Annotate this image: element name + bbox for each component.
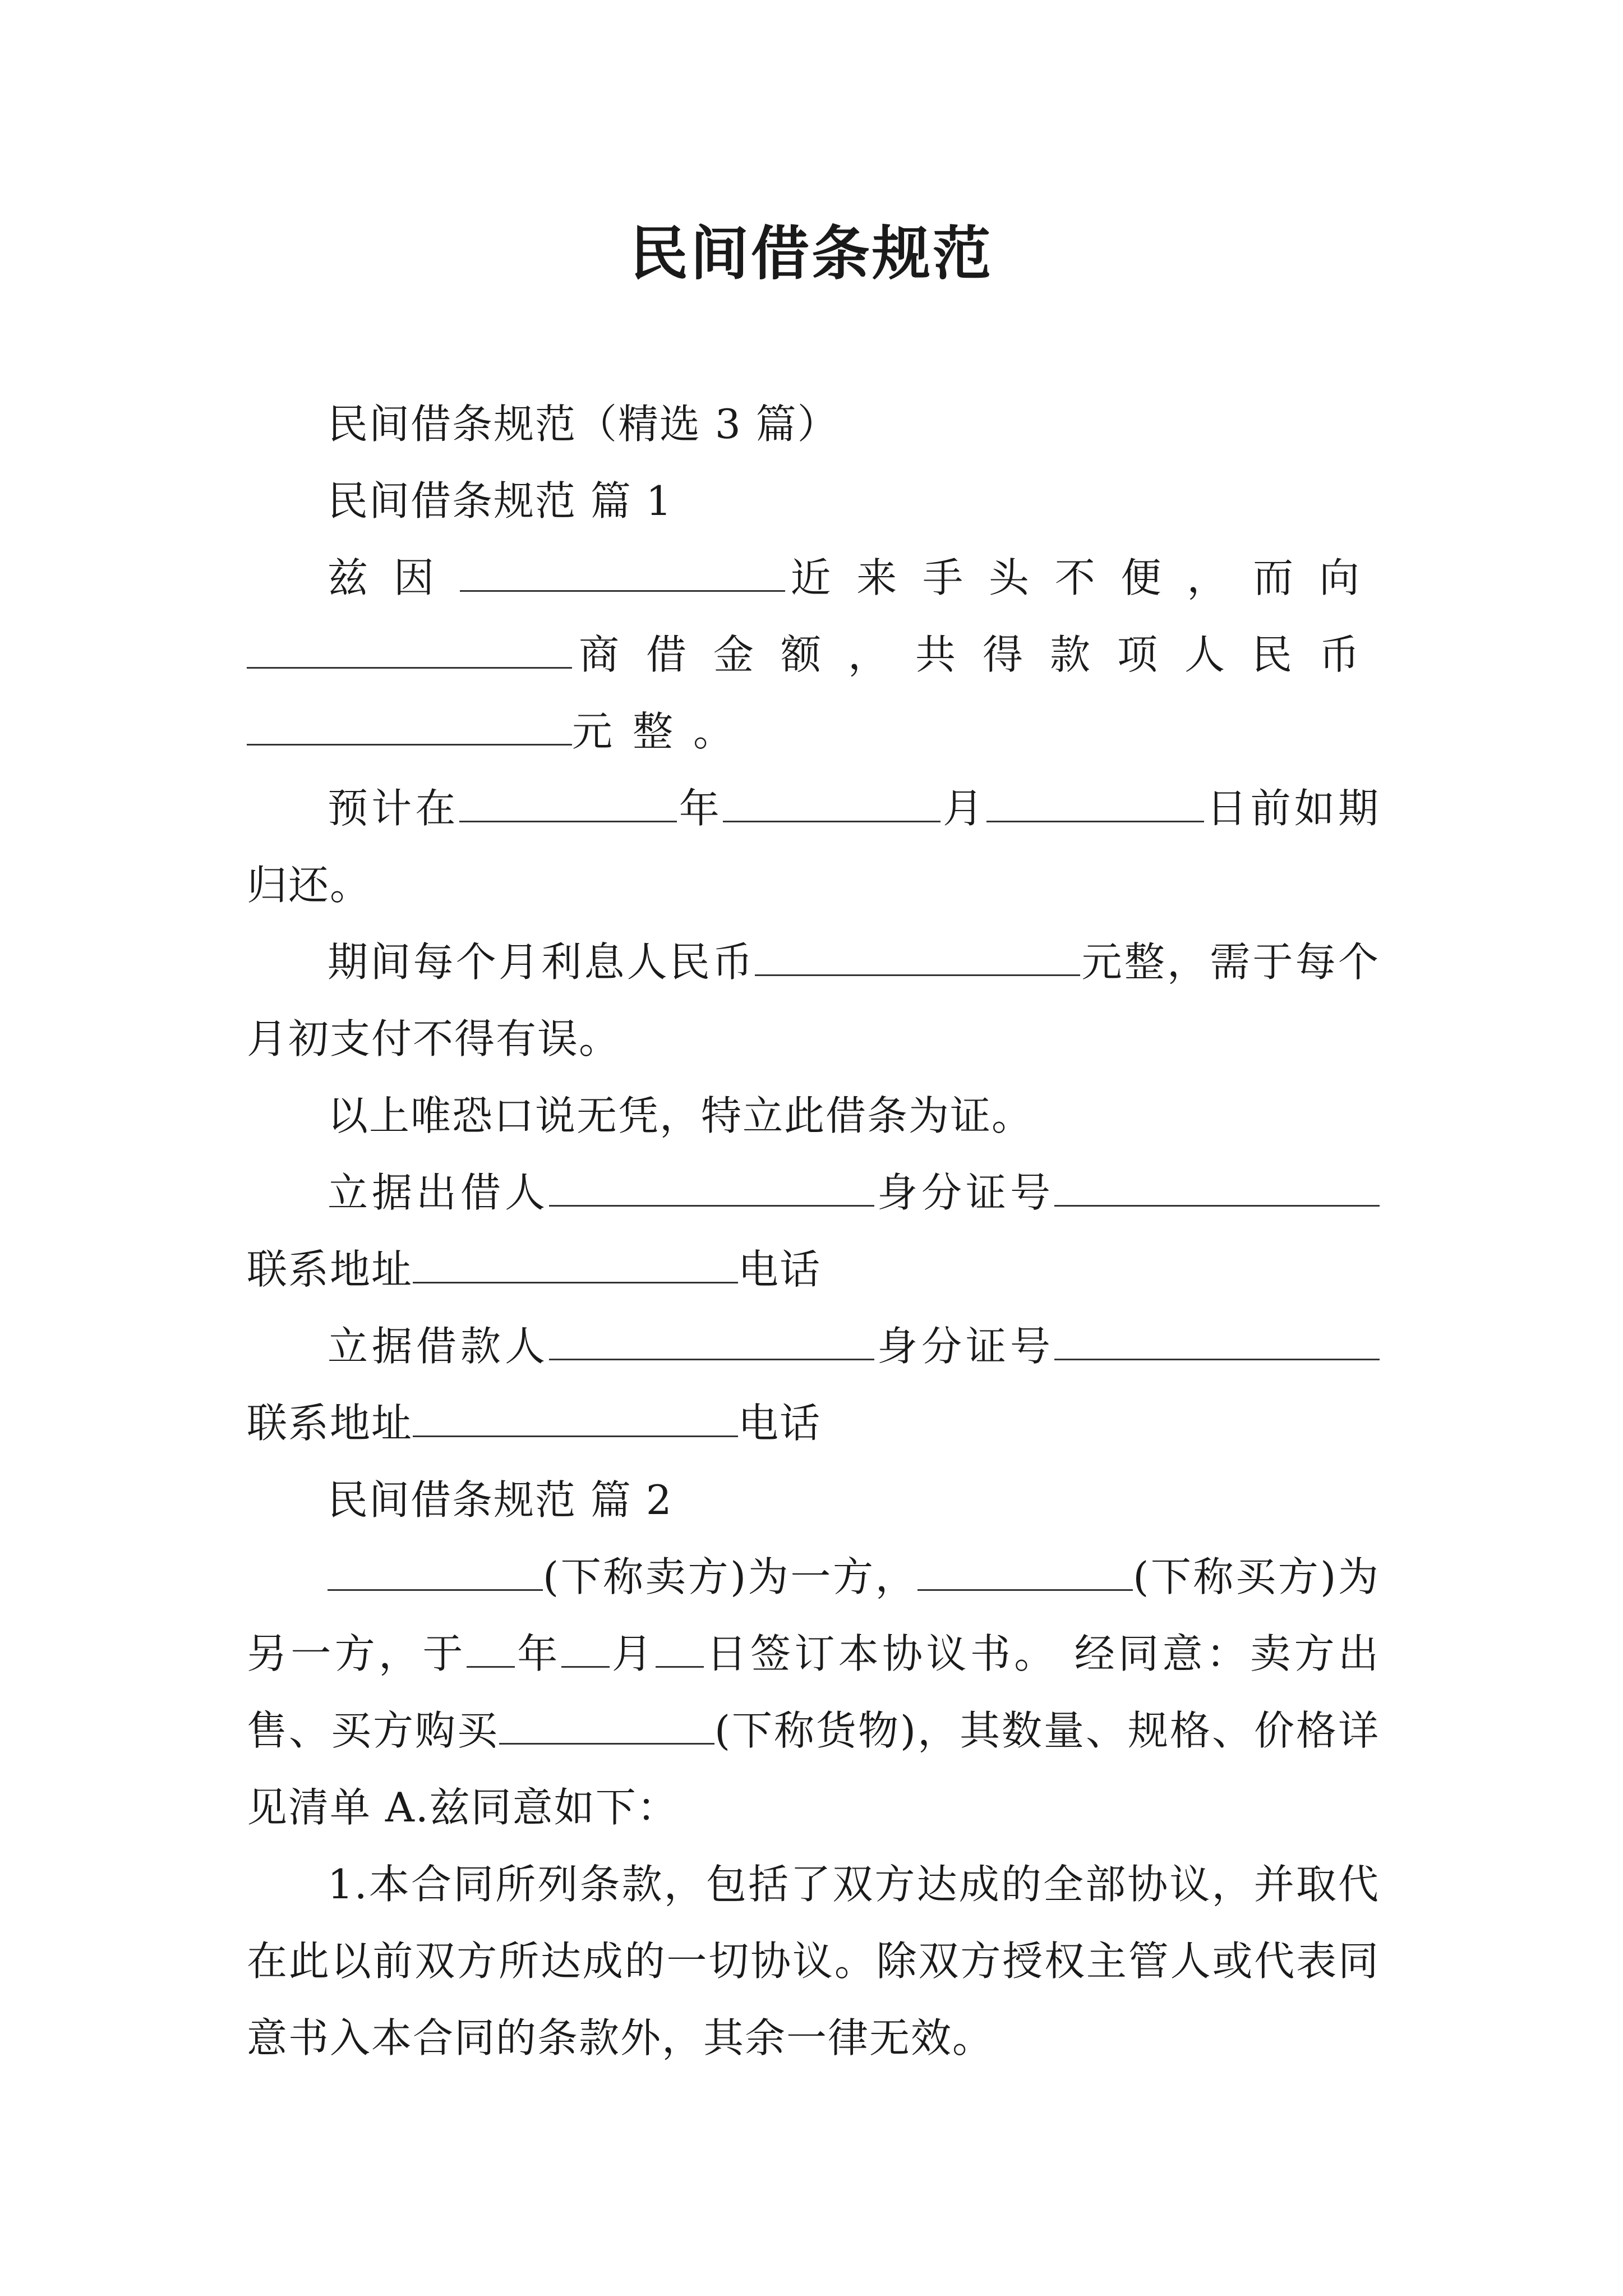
borrower-phone-label: 电话 (738, 1400, 822, 1447)
borrower-paragraph (247, 1308, 1380, 1462)
seller-name-blank (328, 1551, 543, 1591)
statement-paragraph: 以上唯恐口说无凭，特立此借条为证。 (328, 1092, 1034, 1139)
lender-name-blank (247, 629, 572, 669)
sign-month-label: 月 (609, 1630, 656, 1677)
section-heading-1: 民间借条规范 篇 1 (328, 477, 673, 524)
lender-phone-label: 电话 (738, 1246, 822, 1293)
repay-day-suffix: 日前如期归还。 (247, 785, 1380, 909)
reason-prefix: 兹因 (328, 554, 460, 601)
borrower-address-label: 联系地址 (247, 1400, 413, 1447)
lender-id-blank (1054, 1167, 1380, 1207)
borrower-label: 立据借款人 (328, 1323, 549, 1370)
repay-month-label: 月 (940, 785, 987, 832)
borrower-id-blank (1054, 1320, 1380, 1360)
repay-day-blank (986, 783, 1204, 822)
reason-end: 元整。 (572, 708, 754, 755)
seller-label: (下称卖方)为一方， (543, 1553, 918, 1600)
sign-day-suffix: 日签订本协议书。 经同意：卖方出售、买方购买 (247, 1630, 1380, 1754)
repay-prefix: 预计在 (328, 785, 459, 832)
clause-1-paragraph: 1.本合同所列条款，包括了双方达成的全部协议，并取代在此以前双方所达成的一切协议。除双方授权主管人或代表同意书入本合同的条款外，其余一律无效。 (247, 1861, 1380, 2062)
section-heading-2: 民间借条规范 篇 2 (328, 1476, 673, 1524)
lender-id-label: 身分证号 (874, 1169, 1054, 1216)
lender-label: 立据出借人 (328, 1169, 549, 1216)
loan-amount-blank (247, 706, 572, 746)
buyer-label: (下称买方)为另一方，于 (247, 1553, 1380, 1677)
repay-month-blank (723, 783, 940, 822)
buyer-name-blank (917, 1551, 1133, 1591)
goods-name-blank (499, 1705, 714, 1745)
interest-amount-blank (755, 936, 1080, 976)
sign-month-blank (561, 1628, 610, 1668)
lender-address-blank (413, 1244, 738, 1283)
borrower-name-blank (460, 552, 785, 592)
lender-paragraph (247, 1154, 1380, 1308)
borrower-address-blank (413, 1397, 738, 1437)
repay-year-label: 年 (676, 785, 723, 832)
loan-reason-paragraph (247, 540, 1380, 770)
parties-paragraph (247, 1539, 1380, 1846)
sign-year-blank (467, 1628, 515, 1668)
repay-year-blank (459, 783, 677, 822)
repay-date-paragraph (247, 770, 1380, 924)
sign-year-label: 年 (514, 1630, 561, 1677)
sign-day-blank (656, 1628, 704, 1668)
reason-suffix: 商借金额，共得款项人民币 (572, 631, 1380, 678)
goods-label: (下称货物)，其数量、规格、价格详见清单 A.兹同意如下： (247, 1707, 1380, 1831)
document-subtitle: 民间借条规范（精选 3 篇） (328, 401, 839, 448)
document-title: 民间借条规范 (629, 218, 993, 288)
interest-prefix: 期间每个月利息人民币 (328, 938, 755, 986)
borrower-id-label: 身分证号 (874, 1323, 1054, 1370)
reason-middle: 近来手头不便，而向 (785, 554, 1380, 601)
interest-paragraph (247, 924, 1380, 1078)
lender-address-label: 联系地址 (247, 1246, 413, 1293)
interest-suffix: 元整，需于每个月初支付不得有误。 (247, 938, 1380, 1062)
borrower-blank (549, 1320, 874, 1360)
document-body (247, 386, 1380, 2077)
lender-blank (549, 1167, 874, 1207)
